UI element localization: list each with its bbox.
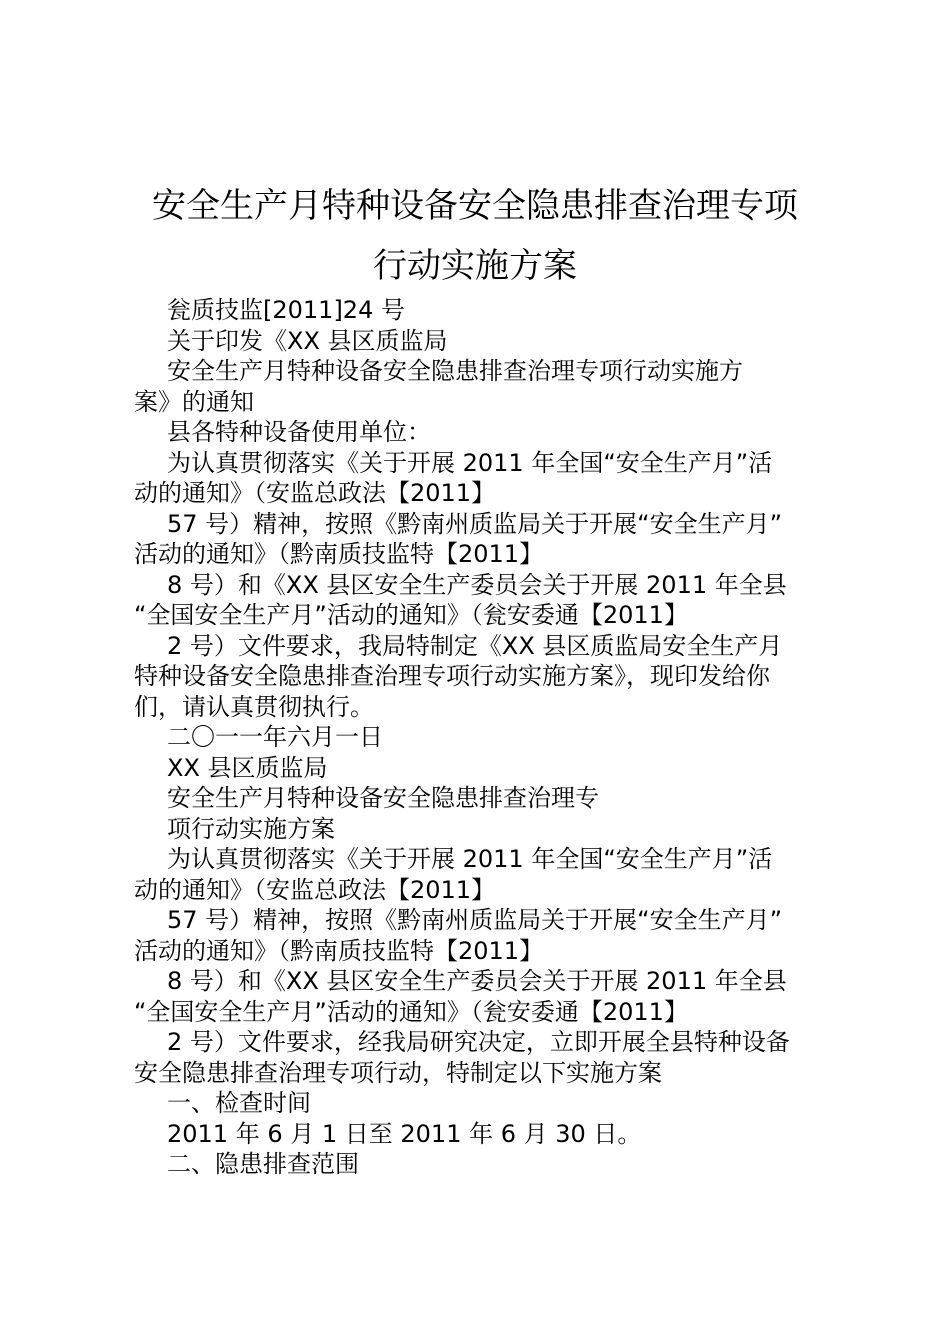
body-line: 2 号）文件要求，我局特制定《XX 县区质监局安全生产月 <box>167 631 783 660</box>
body-line: 特种设备安全隐患排查治理专项行动实施方案》，现印发给你 <box>134 662 770 690</box>
body-line: “全国安全生产月”活动的通知》（瓮安委通【2011】 <box>134 601 688 629</box>
body-line: 为认真贯彻落实《关于开展 2011 年全国“安全生产月”活 <box>167 845 773 873</box>
body-line: 关于印发《XX 县区质监局 <box>167 326 448 355</box>
document-title-line-1: 安全生产月特种设备安全隐患排查治理专项 <box>152 186 798 226</box>
body-line: 2011 年 6 月 1 日至 2011 年 6 月 30 日。 <box>167 1119 642 1148</box>
body-line: 活动的通知》（黔南质技监特【2011】 <box>134 540 544 568</box>
body-line: 们，请认真贯彻执行。 <box>134 692 374 721</box>
body-line: 为认真贯彻落实《关于开展 2011 年全国“安全生产月”活 <box>167 448 773 477</box>
document-title-line-2: 行动实施方案 <box>373 246 577 286</box>
body-line: 一、检查时间 <box>167 1089 311 1117</box>
body-line: 案》的通知 <box>134 387 254 416</box>
document-body <box>134 295 834 1180</box>
body-line: 2 号）文件要求，经我局研究决定，立即开展全县特种设备 <box>167 1028 790 1056</box>
body-line: 8 号）和《XX 县区安全生产委员会关于开展 2011 年全县 <box>167 967 787 995</box>
body-line: 瓮质技监[2011]24 号 <box>167 296 405 324</box>
body-line: 二〇一一年六月一日 <box>167 723 383 751</box>
body-line: “全国安全生产月”活动的通知》（瓮安委通【2011】 <box>134 997 688 1026</box>
body-line: 57 号）精神，按照《黔南州质监局关于开展“安全生产月” <box>167 906 783 934</box>
body-line: 8 号）和《XX 县区安全生产委员会关于开展 2011 年全县 <box>167 570 787 599</box>
body-line: 57 号）精神，按照《黔南州质监局关于开展“安全生产月” <box>167 509 783 538</box>
body-line: 二、隐患排查范围 <box>167 1150 359 1178</box>
body-line: XX 县区质监局 <box>167 753 328 782</box>
body-line: 动的通知》（安监总政法【2011】 <box>134 479 496 507</box>
body-line: 项行动实施方案 <box>167 814 335 843</box>
body-line: 安全生产月特种设备安全隐患排查治理专项行动实施方 <box>167 357 743 385</box>
body-line: 安全生产月特种设备安全隐患排查治理专 <box>167 784 599 812</box>
body-line: 活动的通知》（黔南质技监特【2011】 <box>134 936 544 965</box>
body-line: 动的通知》（安监总政法【2011】 <box>134 875 496 904</box>
body-line: 县各特种设备使用单位： <box>167 418 431 446</box>
body-line: 安全隐患排查治理专项行动，特制定以下实施方案 <box>134 1058 662 1087</box>
